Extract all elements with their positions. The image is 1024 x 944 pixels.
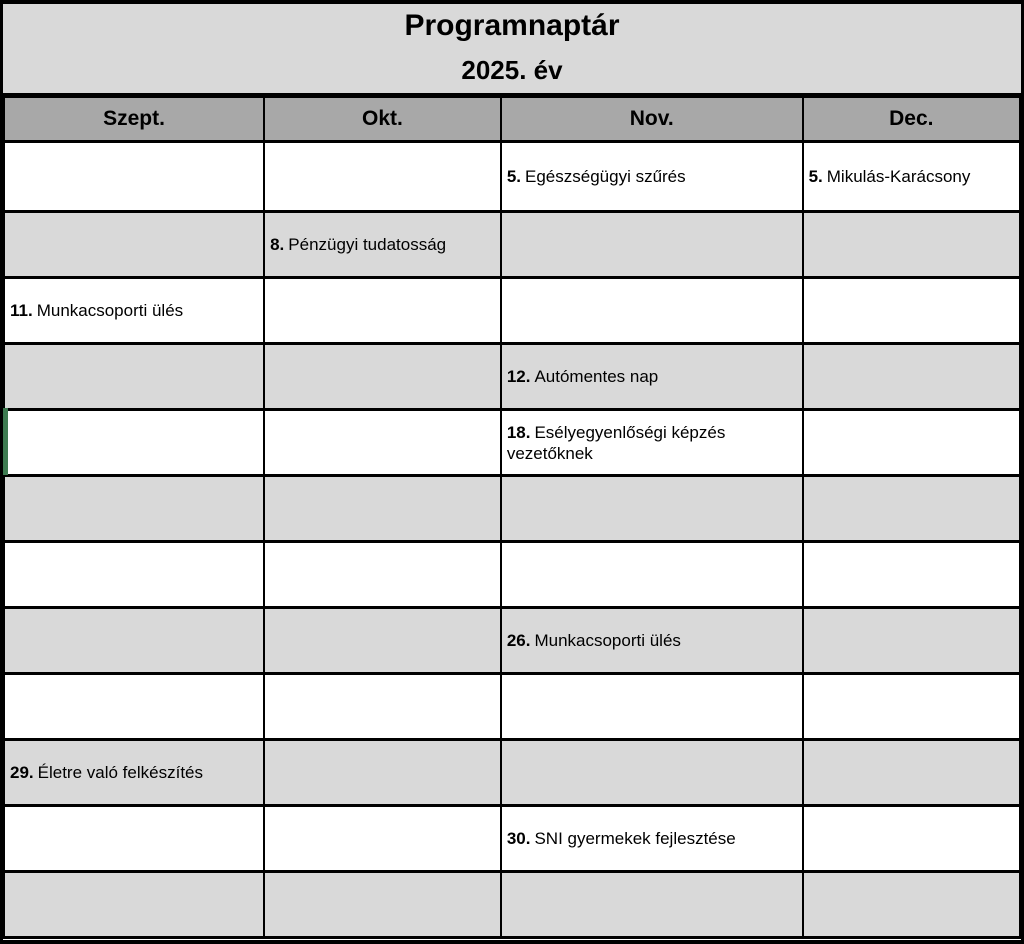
calendar-cell: [501, 674, 803, 740]
calendar-cell: [803, 674, 1020, 740]
event-day: 11.: [10, 301, 33, 320]
column-header-dec: Dec.: [803, 97, 1020, 142]
calendar-cell: [264, 344, 501, 410]
calendar-cell: [4, 344, 264, 410]
calendar-cell: [803, 212, 1020, 278]
event-day: 29.: [10, 763, 34, 782]
calendar-cell: [264, 872, 501, 938]
column-header-nov: Nov.: [501, 97, 803, 142]
column-header-szept: Szept.: [4, 97, 264, 142]
event-text: Pénzügyi tudatosság: [288, 235, 447, 254]
calendar-cell: [501, 542, 803, 608]
calendar-cell: [501, 740, 803, 806]
calendar-cell: [803, 344, 1020, 410]
event-text: Autómentes nap: [534, 367, 659, 386]
event-day: 5.: [506, 167, 521, 186]
calendar-title: Programnaptár: [404, 9, 620, 42]
calendar-cell: [803, 542, 1020, 608]
calendar-cell: [501, 872, 803, 938]
calendar-row: [4, 212, 1020, 278]
calendar-cell: [4, 872, 264, 938]
event-text: Mikulás-Karácsony: [826, 167, 971, 186]
calendar-title-block: [3, 4, 1021, 95]
calendar-cell: [264, 542, 501, 608]
calendar-cell: [4, 806, 264, 872]
calendar-cell: [264, 278, 501, 344]
calendar-cell: [803, 872, 1020, 938]
calendar-cell: [264, 740, 501, 806]
calendar-row: [4, 410, 1020, 476]
calendar-cell: [4, 740, 264, 806]
event-text: Munkacsoporti ülés: [534, 631, 681, 650]
calendar-cell: [501, 476, 803, 542]
event-text: Esélyegyenlőségi képzés vezetőknek: [506, 422, 726, 463]
calendar-cell: [803, 476, 1020, 542]
calendar-cell: [264, 410, 501, 476]
calendar-row: [4, 542, 1020, 608]
calendar-cell: [501, 142, 803, 212]
calendar-cell: [803, 278, 1020, 344]
calendar-row: [4, 142, 1020, 212]
calendar-cell: [501, 212, 803, 278]
calendar-year: 2025. év: [461, 55, 563, 85]
calendar-cell: [264, 476, 501, 542]
event-text: Egészségügyi szűrés: [525, 167, 686, 186]
calendar-cell: [4, 142, 264, 212]
calendar-cell: [264, 142, 501, 212]
calendar-cell: [4, 674, 264, 740]
event-day: 30.: [506, 829, 531, 848]
calendar-row: [4, 278, 1020, 344]
calendar-cell: [4, 410, 264, 476]
calendar-cell: [4, 212, 264, 278]
calendar-cell: [501, 410, 803, 476]
calendar-cell: [501, 344, 803, 410]
event-day: 26.: [506, 631, 531, 650]
calendar-cell: [4, 608, 264, 674]
calendar-cell: [501, 278, 803, 344]
calendar-cell: [4, 542, 264, 608]
calendar-table: [3, 95, 1021, 939]
calendar-row: [4, 608, 1020, 674]
calendar-row: [4, 872, 1020, 938]
calendar-cell: [501, 608, 803, 674]
event-day: 12.: [506, 367, 531, 386]
calendar-row: [4, 344, 1020, 410]
calendar-cell: [4, 476, 264, 542]
calendar-cell: [264, 806, 501, 872]
calendar-cell: [264, 608, 501, 674]
event-text: Munkacsoporti ülés: [36, 301, 184, 320]
event-day: 5.: [808, 167, 823, 186]
calendar-cell: [803, 806, 1020, 872]
calendar-cell: [4, 278, 264, 344]
calendar-cell: [803, 410, 1020, 476]
column-header-okt: Okt.: [264, 97, 501, 142]
calendar-cell: [264, 212, 501, 278]
calendar-cell: [803, 142, 1020, 212]
calendar-row: [4, 806, 1020, 872]
calendar-cell: [264, 674, 501, 740]
calendar-cell: [501, 806, 803, 872]
calendar-cell: [803, 740, 1020, 806]
calendar-row: [4, 740, 1020, 806]
event-day: 18.: [506, 422, 531, 442]
calendar-row: [4, 674, 1020, 740]
event-text: SNI gyermekek fejlesztése: [534, 829, 736, 848]
calendar-cell: [803, 608, 1020, 674]
calendar-row: [4, 476, 1020, 542]
calendar-header-row: [4, 97, 1020, 142]
green-accent-stripe: [3, 408, 8, 475]
event-day: 8.: [270, 235, 285, 254]
event-text: Életre való felkészítés: [37, 763, 203, 782]
